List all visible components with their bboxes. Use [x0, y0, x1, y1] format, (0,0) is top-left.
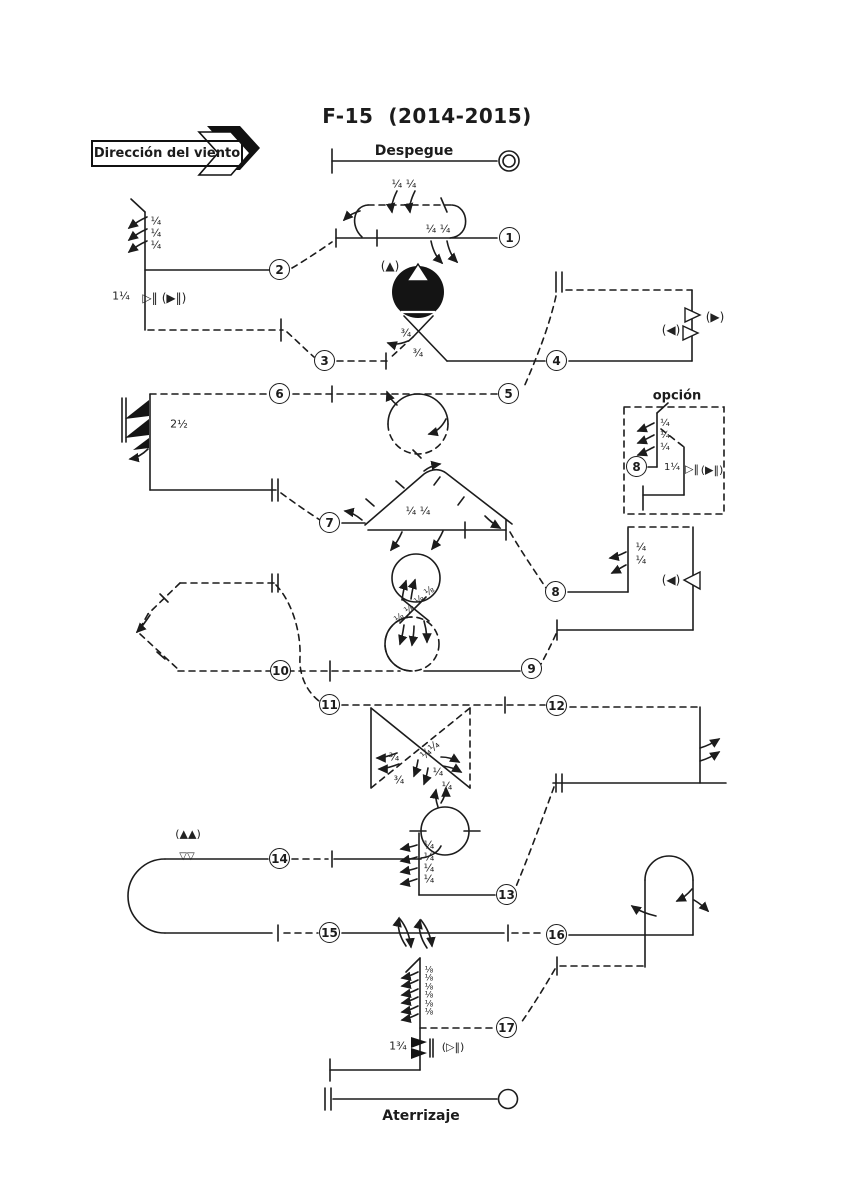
figure-badge-3: 3	[314, 350, 335, 371]
annotation-label: (▲)	[380, 259, 400, 273]
figure-badge-10: 10	[270, 660, 291, 681]
page-title: F-15 (2014-2015)	[322, 104, 532, 128]
annotation-label: ⅛	[424, 965, 434, 976]
annotation-label: 1¼	[112, 289, 130, 303]
annotation-label: ¼	[660, 418, 670, 429]
figure-badge-1: 1	[499, 227, 520, 248]
figure-badge-8: 8	[626, 456, 647, 477]
annotation-label: ¼	[423, 850, 435, 864]
figure-badge-16: 16	[546, 924, 567, 945]
annotation-label: ¼	[423, 838, 435, 852]
annotation-label: ¼	[423, 872, 435, 886]
figure-12-lines	[515, 707, 726, 889]
annotation-label: ¼ ¼	[405, 504, 431, 518]
figure-badge-9: 9	[521, 658, 542, 679]
wind-direction-label: Dirección del viento	[91, 140, 243, 167]
takeoff-label: Despegue	[374, 143, 454, 159]
annotation-label: ¼	[423, 861, 435, 875]
figure-badge-15: 15	[319, 922, 340, 943]
figure-badge-5: 5	[498, 383, 519, 404]
annotation-label: ¾	[400, 326, 412, 340]
figure-1-lines	[336, 191, 497, 263]
annotation-label: ¼	[150, 226, 162, 240]
annotation-label: ¼ ¼	[391, 177, 417, 191]
annotation-label: (▶)	[705, 310, 725, 324]
annotation-label: ⅛	[424, 982, 434, 993]
annotation-label: ⅛	[424, 999, 434, 1010]
annotation-label: (◀)	[661, 323, 681, 337]
figure-badge-4: 4	[546, 350, 567, 371]
annotation-label: ¼¼	[417, 738, 443, 762]
annotation-label: ¼	[635, 553, 647, 567]
figure-badge-13: 13	[496, 884, 517, 905]
annotation-label: ⅛	[424, 1007, 434, 1018]
figure-badge-14: 14	[269, 848, 290, 869]
figure-6-lines	[122, 394, 320, 520]
annotation-label: ¼	[660, 442, 670, 453]
annotation-label: ▽▽	[179, 851, 195, 862]
figure-17-lines	[330, 958, 494, 1081]
annotation-label: ▷‖	[142, 291, 158, 305]
figure-badge-12: 12	[546, 695, 567, 716]
annotation-label: 1¾	[389, 1039, 407, 1053]
annotation-label: ¾	[388, 750, 400, 764]
figure-badge-7: 7	[319, 512, 340, 533]
annotation-label: ⅛	[392, 611, 407, 626]
option-box-label: opción	[652, 388, 702, 404]
figure-badge-2: 2	[269, 259, 290, 280]
annotation-label: (▲▲)	[175, 827, 201, 841]
annotation-label: ⅛	[424, 990, 434, 1001]
figure-badge-11: 11	[319, 694, 340, 715]
figure-5-lines	[150, 386, 497, 458]
annotation-label: ¼	[660, 430, 670, 441]
annotation-label: ⅛	[402, 602, 417, 617]
figure-badge-17: 17	[496, 1017, 517, 1038]
annotation-label: (▷‖)	[441, 1040, 465, 1054]
annotation-label: 2½	[170, 417, 188, 431]
annotation-label: ¼ ¼	[425, 222, 451, 236]
annotation-label: 1¼	[663, 462, 681, 473]
annotation-label: (▶‖)	[161, 291, 187, 305]
annotation-label: ¼	[150, 214, 162, 228]
annotation-label: ¼	[441, 779, 453, 793]
annotation-label: ⅛	[422, 584, 437, 599]
figure-badge-8: 8	[545, 581, 566, 602]
figure-7-lines	[342, 464, 546, 588]
figure-10-lines	[137, 574, 319, 701]
figure-13-lines	[401, 790, 495, 895]
figure-3-lines	[337, 264, 545, 369]
annotation-label: (◀)	[661, 573, 681, 587]
landing-line	[325, 1088, 518, 1110]
landing-label: Aterrizaje	[382, 1108, 460, 1124]
figure-9-lines	[178, 554, 520, 681]
annotation-label: (▶‖)	[700, 463, 724, 477]
annotation-label: ¾	[412, 346, 424, 360]
annotation-label: ¼	[150, 238, 162, 252]
annotation-label: ⅛	[424, 973, 434, 984]
annotation-label: ▷‖	[685, 462, 699, 476]
annotation-label: ⅛	[412, 593, 427, 608]
annotation-label: ¼	[635, 540, 647, 554]
annotation-label: ¼	[432, 765, 444, 779]
annotation-label: ¾	[393, 773, 405, 787]
figure-badge-6: 6	[269, 383, 290, 404]
